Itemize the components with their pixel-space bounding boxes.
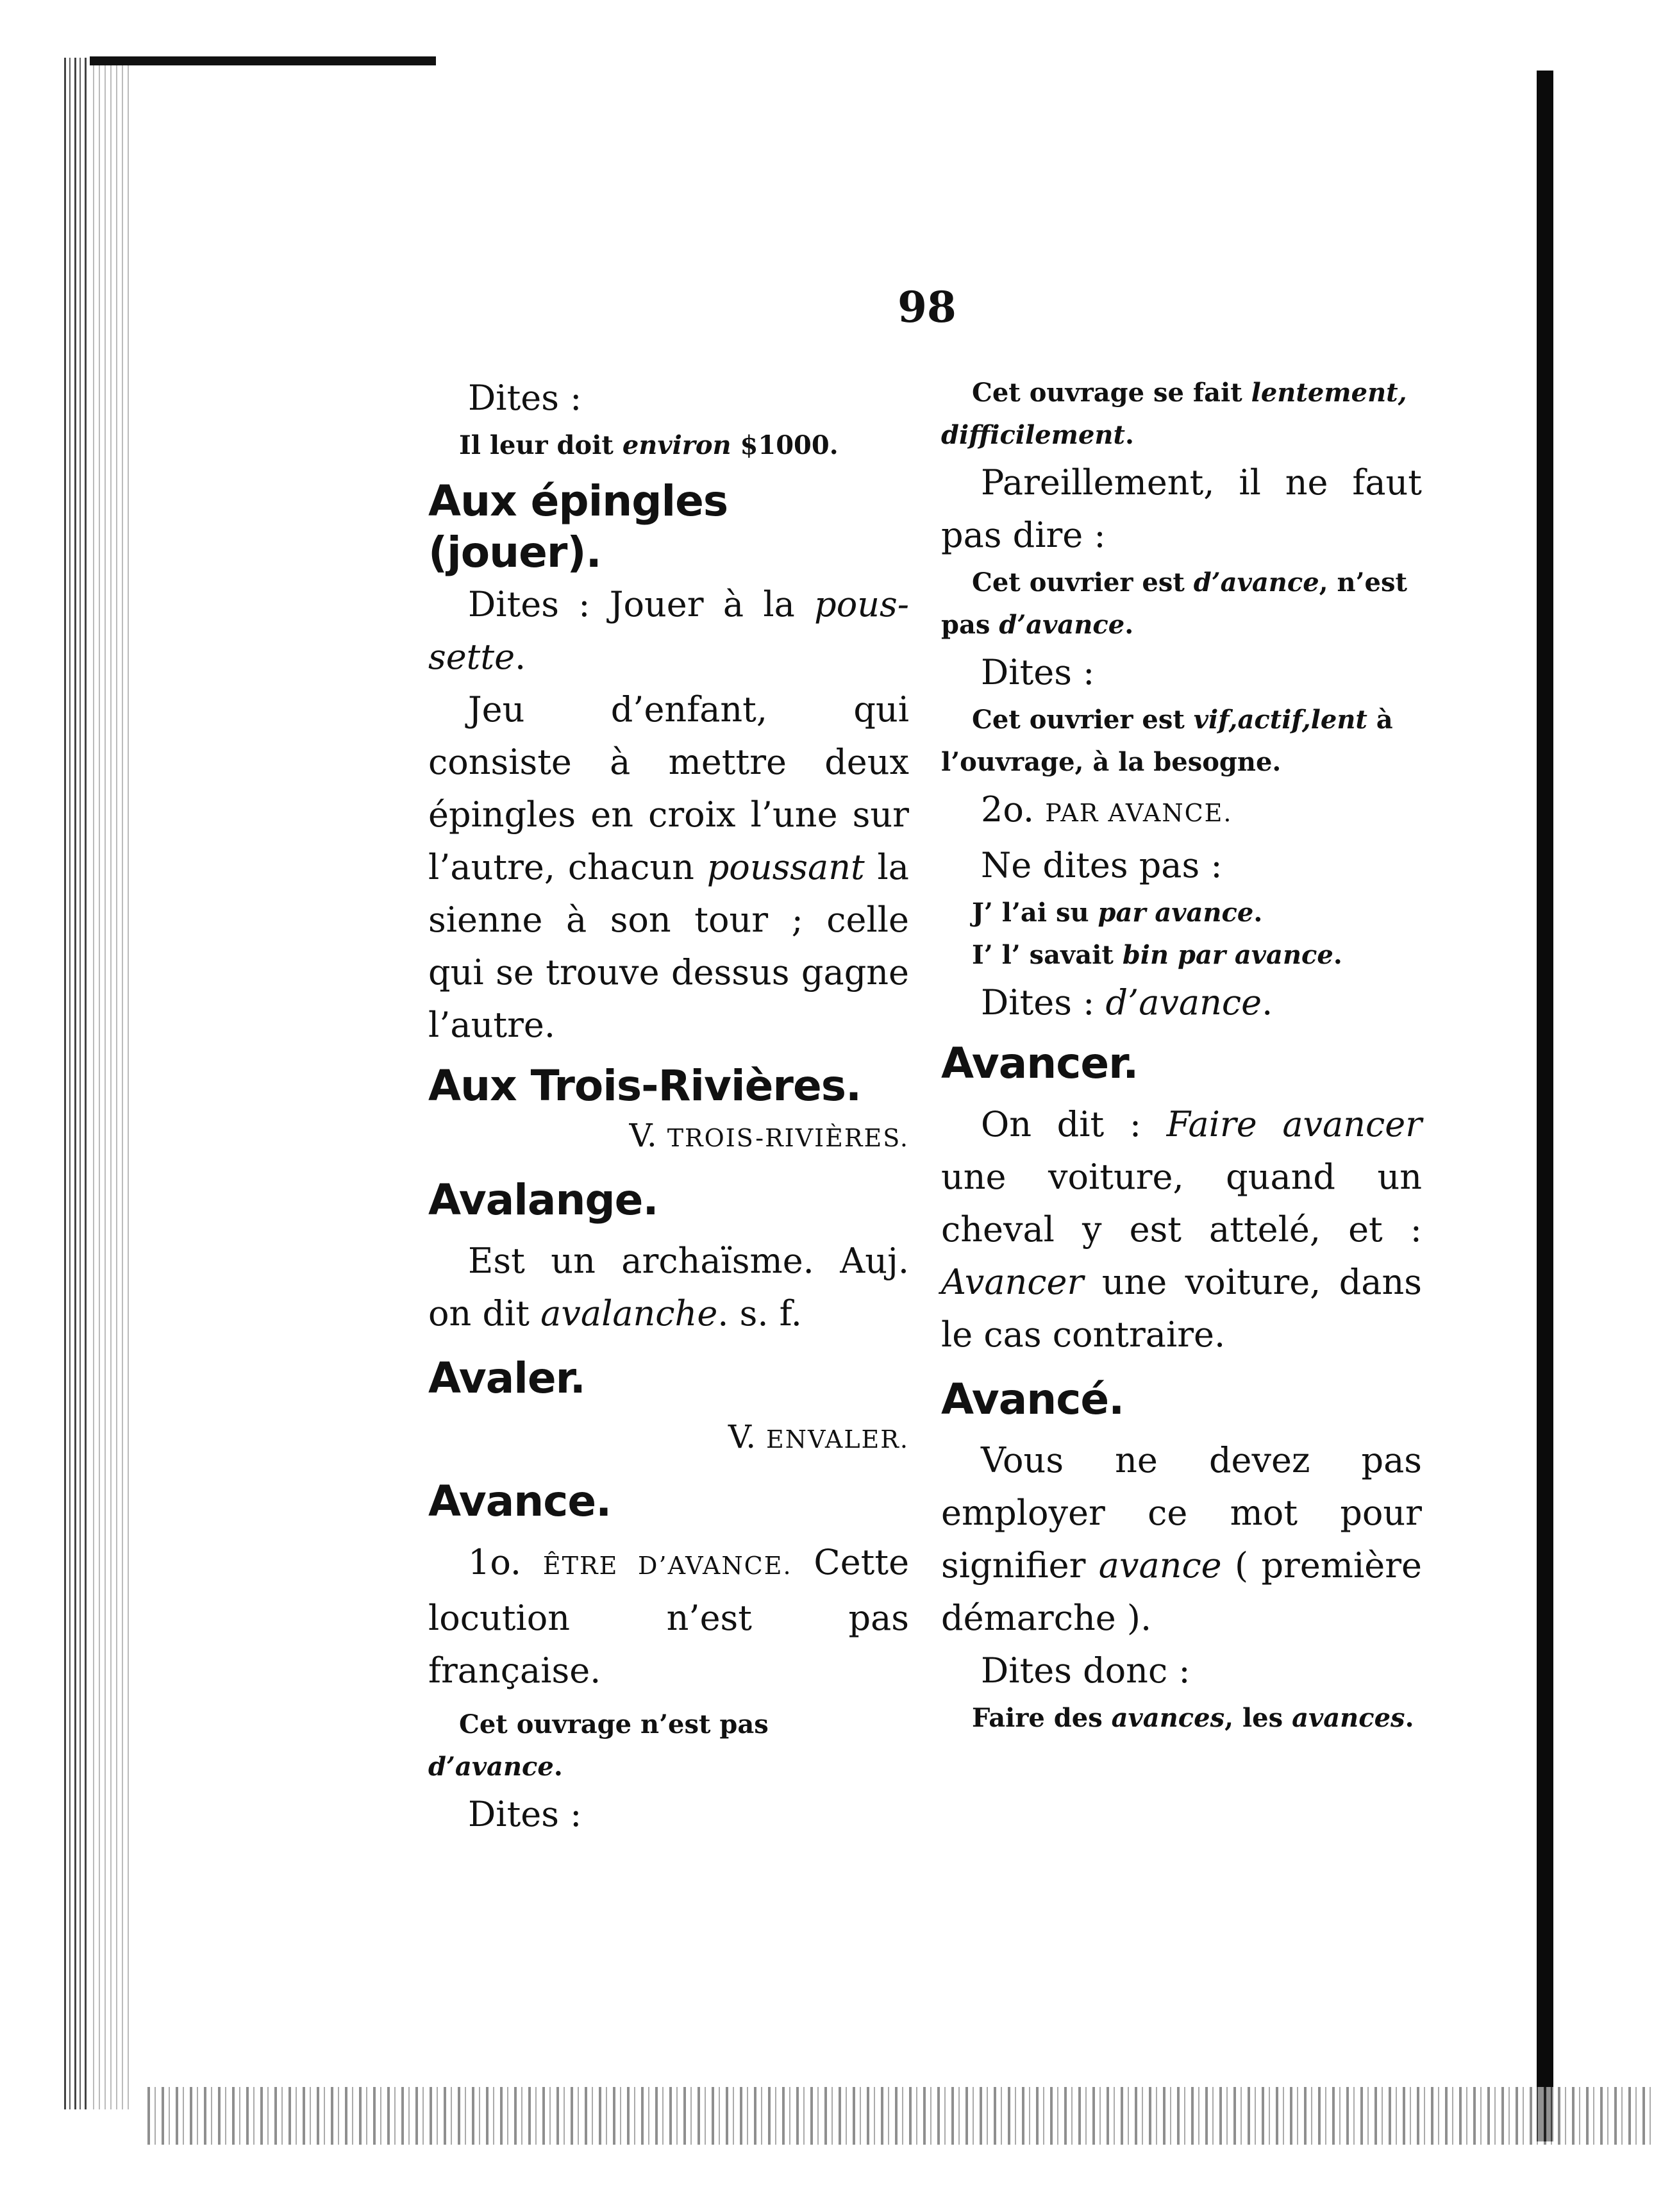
headword-aux-trois-rivieres: Aux Trois-Rivières. (428, 1061, 862, 1110)
headword-avalange: Avalange. (428, 1175, 658, 1225)
dites-line: Dites : (468, 1794, 582, 1834)
definition: On dit : Faire avancer une voiture, quand un cheval y est attelé, et : Avancer une voiture, dans le cas contraire. (941, 1104, 1423, 1355)
scan-edge-bottom (147, 2087, 1654, 2145)
scan-edge-left (64, 58, 90, 2109)
dites-line: Dites : (468, 378, 582, 418)
dites-line: Dites : Jouer à la pous-sette. (428, 584, 909, 677)
headword-avance: Avance. (428, 1477, 612, 1526)
cross-reference: V. TROIS-RIVIÈRES. (629, 1117, 909, 1154)
example-line: I’ l’ savait bin par avance. (972, 940, 1342, 970)
right-column (941, 372, 1422, 1739)
cross-reference: V. ENVALER. (728, 1418, 909, 1455)
dites-line: Dites donc : (981, 1650, 1190, 1691)
dites-line: Dites : (981, 652, 1095, 692)
definition: Jeu d’enfant, qui consiste à mettre deux épingles en croix l’une sur l’autre, chacun poussant la sienne à son tour ; celle qui se trouve dessus gagne l’autre. (428, 689, 909, 1045)
definition: Vous ne devez pas employer ce mot pour signifier avance ( première démarche ). (941, 1440, 1422, 1638)
section-heading: 1o. ÊTRE D’AVANCE. Cette locution n’est pas française. (428, 1542, 910, 1691)
headword-avaler: Avaler. (428, 1353, 585, 1403)
scan-top-rule (90, 56, 436, 65)
paragraph: Pareillement, il ne faut pas dire : (941, 462, 1422, 555)
example-line: Cet ouvrage se fait lentement, difficilement. (941, 378, 1407, 450)
example-line: Cet ouvrage n’est pas d’avance. (428, 1709, 769, 1782)
section-heading: 2o. PAR AVANCE. (981, 789, 1233, 830)
page-number: 98 (898, 282, 956, 332)
left-column (428, 372, 909, 1841)
scan-edge-right (1537, 71, 1553, 2141)
definition: Est un archaïsme. Auj. on dit avalanche. s. f. (428, 1241, 909, 1334)
headword-avance-adj: Avancé. (941, 1375, 1124, 1424)
scan-edge-left-shadow (93, 58, 131, 2109)
example-line: J’ l’ai su par avance. (972, 898, 1263, 928)
example-line: Il leur doit environ $1000. (459, 430, 839, 460)
headword-avancer: Avancer. (941, 1039, 1139, 1088)
example-line: Cet ouvrier est d’avance, n’est pas d’avance. (941, 567, 1407, 640)
headword-aux-epingles: Aux épingles (jouer). (428, 476, 728, 577)
ne-dites-pas-line: Ne dites pas : (981, 845, 1223, 885)
dites-line: Dites : d’avance. (981, 982, 1273, 1023)
example-line: Cet ouvrier est vif,actif,lent à l’ouvrage, à la besogne. (941, 705, 1393, 777)
example-line: Faire des avances, les avances. (972, 1703, 1414, 1733)
